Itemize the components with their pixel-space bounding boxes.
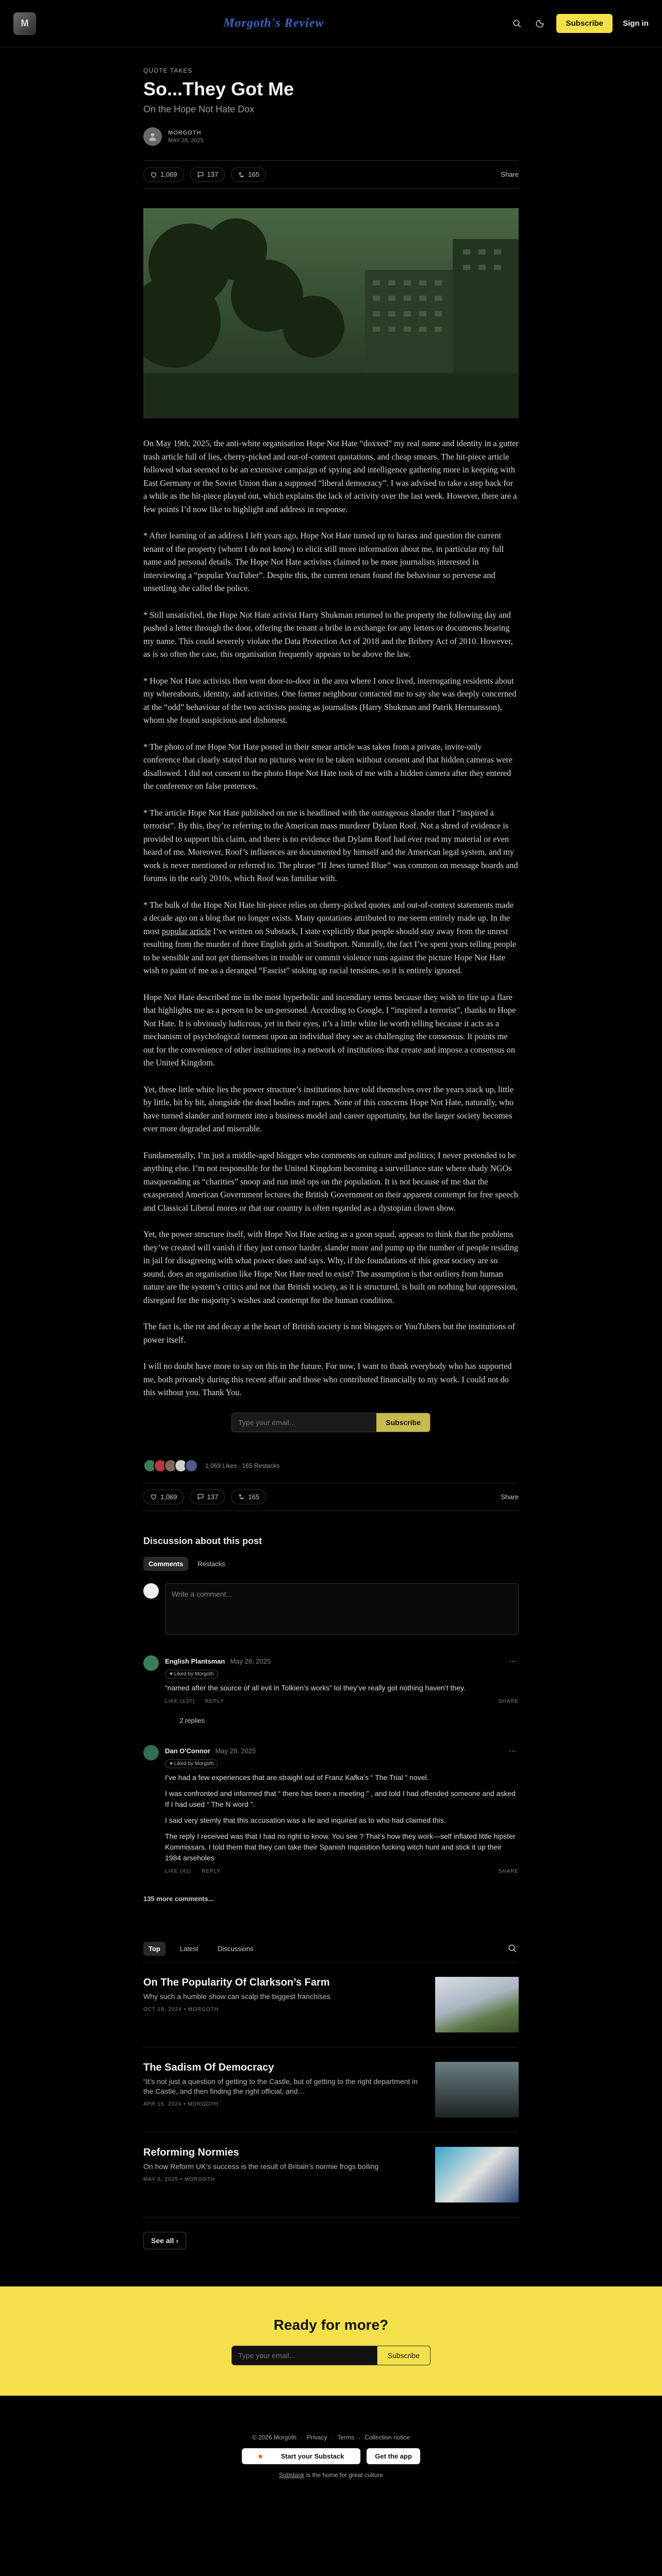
heart-icon: ♥ — [170, 1671, 174, 1677]
liker-avatars[interactable] — [143, 1459, 198, 1472]
restack-icon — [238, 1493, 245, 1500]
comment-text: I’ve had a few experiences that are straight out of Franz Kafka’s “ The Trial ” novel. I was confronted and informed that “ there has been a meeting ” , and told I had offended someone and asked If I had used “ The N word ”. I said very sternly that this accusation was a lie and inquired as to who had claimed this. The reply I received was that I had no right to know. You see ? That’s how they work—self inflated little hipster Kommissars. I told them that they can take their Spanish Inquisition fucking witch hunt and stick it up their 1984 arseholes — [165, 1773, 516, 1862]
collection-notice-link[interactable]: Collection notice — [365, 2433, 410, 2441]
commenter-name[interactable]: Dan O'Connor — [165, 1747, 210, 1755]
subscribe-button[interactable]: Subscribe — [556, 14, 613, 33]
avatar[interactable] — [143, 1745, 159, 1760]
post-kicker[interactable]: QUOTE TAKES — [143, 67, 193, 74]
post-list-item[interactable] — [143, 2047, 519, 2132]
article-paragraph: Yet, these little white lies the power structure’s institutions have told themselves over the years stack up, little by little, bit by bit, alongside the dead bodies and rapes. None of this concerns Hope Not Hate, naturally, who have turned slander and torment into a business model and career opportunity, but the larger society becomes ever more degraded and miserable. — [143, 1084, 514, 1133]
email-input[interactable] — [232, 2346, 377, 2365]
article-paragraph: * The bulk of the Hope Not Hate hit-piece relies on cherry-picked quotes and out-of-context statements made a decade ago on a blog that no longer exists. Many quotations attributed to me seem entirely made up. In the most popular article I’ve written on Substack, I state explicitly that people should stay away from the unrest resulting from the murder of three English girls at Southport. Naturally, the fact I’ve spent years telling people to be sensible and not get themselves in trouble or commit violence runs against the picture Hope Not Hate wish to paint of me as a deranged “Fascist” stoking up racial tensions, so it is entirely ignored. — [143, 900, 517, 975]
article-paragraph: * The photo of me Hope Not Hate posted in their smear article was taken from a private, invite-only conference that clearly stated that no pictures were to be taken without consent and that hidden cameras were disallowed. I did not consent to the photo Hope Not Hate took of me with a hidden camera after they entered the conference on false pretences. — [143, 741, 512, 791]
likes-restacks-text[interactable]: 1,069 Likes ∙ 165 Restacks — [205, 1462, 280, 1469]
article-paragraph: * After learning of an address I left years ago, Hope Not Hate turned up to harass and question the current tenant of the property (whom I do not know) to elicit still more information about me, in particular my full name and personal details. The Hope Not Hate activists claimed to be mere journalists interested in interviewing a “popular YouTuber”. Despite this, the current tenant found the behaviour so perverse and unsettling she called the police. — [143, 531, 504, 593]
publication-logo[interactable]: M — [13, 12, 36, 35]
more-icon[interactable]: ⋯ — [509, 1747, 516, 1755]
comment-date[interactable]: May 28, 2025 — [230, 1657, 271, 1665]
post-item-meta: MAY 6, 2025 • MORGOTH — [143, 2176, 216, 2182]
article-paragraph: The fact is, the rot and decay at the heart of British society is not bloggers or YouTubers but the institutions of power itself. — [143, 1321, 515, 1345]
hero-image[interactable] — [143, 208, 519, 418]
article-paragraph: Hope Not Hate described me in the most hyperbolic and incendiary terms because they wish to fire up a flare that highlights me as a person to be un-personed. According to Google, I “inspired a terrorist”, thanks to Hope Not Hate. It is obviously ludicrous, yet in their eyes, it’s a little white lie worth telling because it acts as a mechanism of psychological torment upon an individual they see as challenging the consensus. It points me out for the convenience of other institutions in a network of institutions that create and impose a consensus on the United Kingdom. — [143, 992, 516, 1067]
commenter-name[interactable]: English Plantsman — [165, 1657, 225, 1665]
like-button[interactable] — [143, 1489, 184, 1504]
post-item-title[interactable]: The Sadism Of Democracy — [143, 2061, 274, 2073]
comment-icon — [197, 171, 204, 178]
post-item-meta: APR 15, 2024 • MORGOTH — [143, 2101, 219, 2107]
post-item-title[interactable]: Reforming Normies — [143, 2146, 239, 2158]
terms-link[interactable]: Terms — [337, 2433, 355, 2441]
article-paragraph: * Still unsatisfied, the Hope Not Hate activist Harry Shukman returned to the property the following day and pushed a letter through the door, offering the tenant a bribe in exchange for any letters or documents bearing my name. This could severely violate the Data Protection Act of 2018 and the Bribery Act of 2010. However, as is so often the case, this organisation frequently appears to be above the law. — [143, 609, 513, 659]
post-item-description: Why such a humble show can scalp the biggest franchises — [143, 1992, 330, 2001]
post-item-meta: OCT 19, 2024 • MORGOTH — [143, 2006, 219, 2012]
avatar — [185, 1459, 198, 1472]
share-button[interactable]: Share — [501, 1493, 519, 1501]
byline — [143, 127, 519, 146]
like-button[interactable] — [143, 167, 184, 182]
post-container — [143, 67, 519, 2249]
get-app-button[interactable]: Get the app — [367, 2448, 420, 2464]
post-thumbnail[interactable] — [435, 1977, 519, 2032]
restack-count: 165 — [248, 1493, 259, 1501]
like-count: 1,069 — [160, 1493, 177, 1501]
comment-input[interactable]: Write a comment... — [165, 1583, 519, 1635]
discussion-tabs — [143, 1557, 519, 1571]
ready-for-more-banner — [0, 2286, 662, 2396]
post-action-bar — [143, 160, 519, 189]
article-body — [143, 437, 519, 1399]
author-avatar[interactable] — [143, 127, 162, 146]
avatar — [143, 1583, 159, 1599]
article-paragraph: I will no doubt have more to say on this in the future. For now, I want to thank everybody who has supported me, both privately during this recent affair and those who contributed financially to my work. I could not do this without you. Thank You. — [143, 1361, 512, 1397]
more-comments-link[interactable]: 135 more comments... — [143, 1894, 214, 1903]
restack-button[interactable] — [231, 167, 266, 182]
comment-like-button[interactable]: LIKE (137) — [165, 1698, 195, 1704]
heart-icon — [150, 1493, 157, 1500]
comment — [143, 1745, 519, 1874]
post-thumbnail[interactable] — [435, 2147, 519, 2202]
copyright: © 2026 Morgoth — [252, 2433, 297, 2441]
liked-by-author-badge: ♥ Liked by Morgoth — [165, 1670, 218, 1679]
inline-subscribe-button[interactable]: Subscribe — [376, 1413, 430, 1432]
tab-restacks[interactable]: Restacks — [197, 1560, 225, 1568]
privacy-link[interactable]: Privacy — [307, 2433, 327, 2441]
article-paragraph: Yet, the power structure itself, with Hope Not Hate acting as a goon squad, appears to think that the problems they’ve created will vanish if they just censor harder, slander more and pump up the number of people residing in jail for disagreeing with what power does and says. Why, if the foundations of this great society are so sound, does an organisation like Hope Not Hate need to exist? The assumption is that outliers from human nature are the system’s critics and not that British society, as it is structured, is built on nothing but oppression, disregard for the majority’s wishes and contempt for the human condition. — [143, 1229, 519, 1305]
post-list-item[interactable] — [143, 2132, 519, 2217]
heart-icon — [150, 171, 157, 178]
comment-like-button[interactable]: LIKE (41) — [165, 1868, 192, 1874]
tab-comments[interactable]: Comments — [143, 1557, 188, 1571]
popular-article-link[interactable]: popular article — [161, 926, 211, 936]
post-item-title[interactable]: On The Popularity Of Clarkson’s Farm — [143, 1976, 330, 1988]
tab-top[interactable]: Top — [143, 1942, 166, 1956]
comment-share-button[interactable]: SHARE — [498, 1698, 519, 1704]
see-all-button[interactable]: See all › — [143, 2232, 186, 2249]
engagement-summary — [143, 1459, 519, 1472]
comment-count: 137 — [207, 171, 219, 178]
article-paragraph: * Hope Not Hate activists then went door-to-door in the area where I once lived, interrogating residents about my whereabouts, identity, and activities. One former neighbour contacted me to say she was deeply concerned at the “odd” behaviour of the two activists posing as journalists (Harry Shukman and Patrik Hermansson), whom she found suspicious and dishonest. — [143, 675, 517, 725]
comment-share-button[interactable]: SHARE — [498, 1868, 519, 1874]
comment-actions — [165, 1869, 519, 1874]
post-date: MAY 28, 2025 — [168, 137, 204, 144]
post-title: So...They Got Me — [143, 78, 294, 99]
comment-actions — [165, 1699, 519, 1704]
publication-brand[interactable]: Morgoth's Review — [223, 16, 324, 30]
start-substack-button[interactable]: ■ Start your Substack — [242, 2448, 360, 2464]
author-name[interactable]: MORGOTH — [168, 129, 202, 136]
comment-icon — [197, 1493, 204, 1500]
avatar[interactable] — [143, 1655, 159, 1671]
article-paragraph: Fundamentally, I’m just a middle-aged blogger who comments on culture and politics; I never pretended to be anything else. I’m not responsible for the United Kingdom becoming a surveillance state where shady NGOs masquerading as “charities” snoop and run intel ops on the population. It is not because of me that the exasperated American Government lectures the British Government on their apparent contempt for free speech and Classical Liberal mores or that our country is often regarded as a dystopian clown show. — [143, 1150, 518, 1213]
restack-icon — [238, 171, 245, 178]
comment-reply-button[interactable]: REPLY — [202, 1868, 221, 1874]
tab-latest[interactable]: Latest — [179, 1944, 198, 1953]
comment-button[interactable] — [190, 167, 225, 182]
view-replies-button[interactable]: 2 replies — [179, 1716, 205, 1724]
heart-icon: ♥ — [170, 1760, 174, 1767]
post-action-bar-bottom — [143, 1483, 519, 1511]
comment-reply-button[interactable]: REPLY — [205, 1698, 224, 1704]
restack-count: 165 — [248, 171, 259, 178]
post-item-description: On how Reform UK’s success is the result of Britain’s normie frogs boiling — [143, 2162, 379, 2171]
restack-button[interactable] — [231, 1489, 266, 1504]
footer-tagline: Substack is the home for great culture — [278, 2471, 384, 2479]
post-thumbnail[interactable] — [435, 2062, 519, 2117]
email-input[interactable] — [232, 1413, 376, 1432]
comment-count: 137 — [207, 1493, 219, 1501]
search-icon[interactable] — [506, 1942, 519, 1955]
footer: © 2026 Morgoth · Privacy · Terms · Collection notice ■ Start your Substack Get the app Substack is the home for great culture — [0, 2396, 662, 2517]
post-subtitle: On the Hope Not Hate Dox — [143, 104, 255, 114]
comment-date[interactable]: May 28, 2025 — [215, 1747, 256, 1755]
substack-icon: ■ — [250, 2448, 272, 2464]
article-paragraph: * The article Hope Not Hate published on me is headlined with the outrageous slander that I “inspired a terrorist”. By this, they’re referring to the American mass murderer Dylann Roof. Not a shred of evidence is provided to support this claim, and there is no evidence that Dylann Roof had ever read my material or even heard of me. Moreover, Roof’s influences are documented by himself and the American legal system, and my work is never mentioned or referred to. The phrase “If Jews turned Blue” was common on message boards and forums in the early 2010s, which Roof was familiar with. — [143, 807, 518, 883]
article-paragraph: On May 19th, 2025, the anti-white organisation Hope Not Hate “doxxed” my real name and identity in a gutter trash article full of lies, cherry-picked and out-of-context quotations, and cheap smears. The hit-piece article followed what seemed to be an extensive campaign of spying and intelligence gathering more in keeping with East Germany or the Soviet Union than a supposed “liberal democracy”. I was advised to take a step back for a while as the hit-piece played out, which explains the lack of activity over the last week. However, there are a few points I’d now like to highlight and address in response. — [143, 438, 519, 514]
footer-subscribe-button[interactable]: Subscribe — [377, 2346, 430, 2365]
feed-tabs — [143, 1942, 519, 1962]
like-count: 1,069 — [160, 171, 177, 178]
discussion-title: Discussion about this post — [143, 1535, 262, 1546]
post-list-item[interactable] — [143, 1962, 519, 2047]
search-icon[interactable] — [511, 18, 523, 30]
inline-subscribe-form — [143, 1413, 519, 1432]
ready-title: Ready for more? — [273, 2316, 389, 2333]
comment — [143, 1655, 519, 1704]
liked-by-author-badge: ♥ Liked by Morgoth — [165, 1759, 218, 1768]
chevron-right-icon: › — [176, 2236, 178, 2245]
substack-link[interactable]: Substack — [278, 2471, 305, 2479]
post-item-description: “It’s not just a question of getting to the Castle, but of getting to the right department in the Castle, and then finding the right official, and… — [143, 2077, 418, 2095]
theme-toggle-icon[interactable] — [534, 18, 546, 30]
new-comment — [143, 1583, 519, 1635]
comment-text: “named after the source of all evil in Tolkien’s works” lol they’ve really got nothing haven’t they. — [165, 1683, 466, 1692]
tab-discussions[interactable]: Discussions — [218, 1944, 254, 1953]
top-navigation — [0, 0, 662, 47]
more-icon[interactable]: ⋯ — [509, 1657, 516, 1665]
share-button[interactable]: Share — [501, 171, 519, 178]
comment-button[interactable] — [190, 1489, 225, 1504]
signin-button[interactable]: Sign in — [623, 19, 649, 28]
